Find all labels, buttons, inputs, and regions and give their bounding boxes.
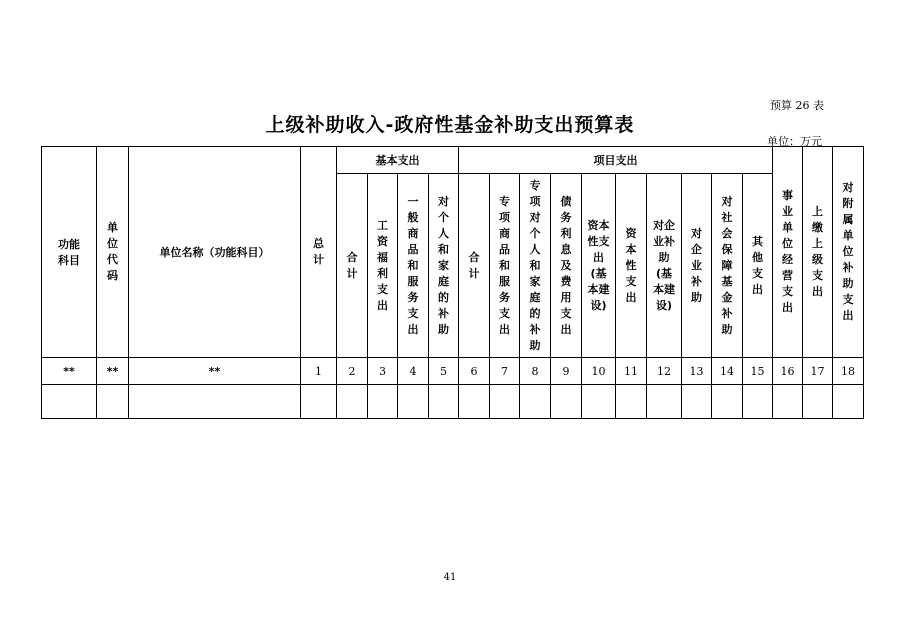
- index-number-cell: 17: [803, 358, 833, 385]
- empty-cell: [429, 385, 459, 419]
- header-capital: 资本性支出: [616, 174, 647, 358]
- empty-cell: [616, 385, 647, 419]
- form-number: 预算 26 表: [770, 99, 824, 112]
- unit-label: 单位：万元: [767, 135, 822, 148]
- index-number-cell: 1: [301, 358, 337, 385]
- index-number-cell: 7: [490, 358, 520, 385]
- index-number-cell: 11: [616, 358, 647, 385]
- header-social-security: 对社会保障基金补助: [712, 174, 743, 358]
- index-marker-cell: **: [42, 358, 97, 385]
- empty-cell: [682, 385, 712, 419]
- header-special-goods-services: 专项商品和服务支出: [490, 174, 520, 358]
- empty-cell: [490, 385, 520, 419]
- empty-cell: [368, 385, 398, 419]
- index-number-cell: 8: [520, 358, 551, 385]
- header-project-subtotal: 合计: [459, 174, 490, 358]
- header-basic-subtotal: 合计: [337, 174, 368, 358]
- budget-table: [41, 146, 864, 419]
- header-goods-services: 一般商品和服务支出: [398, 174, 429, 358]
- empty-cell: [459, 385, 490, 419]
- index-number-cell: 13: [682, 358, 712, 385]
- empty-cell: [42, 385, 97, 419]
- empty-cell: [712, 385, 743, 419]
- header-unit-name: 单位名称（功能科目）: [129, 147, 301, 358]
- empty-cell: [398, 385, 429, 419]
- index-number-cell: 3: [368, 358, 398, 385]
- header-func-subject: 功能科目: [42, 147, 97, 358]
- empty-cell: [582, 385, 616, 419]
- page-number: 41: [443, 572, 457, 583]
- index-marker-cell: **: [97, 358, 129, 385]
- empty-cell: [337, 385, 368, 419]
- header-enterprise-basic: 对企业补助(基本建设): [647, 174, 682, 358]
- header-debt-interest: 债务利息及费用支出: [551, 174, 582, 358]
- index-number-cell: 15: [743, 358, 773, 385]
- empty-cell: [129, 385, 301, 419]
- header-total: 总计: [301, 147, 337, 358]
- empty-cell: [833, 385, 864, 419]
- header-project-group: 项目支出: [459, 147, 773, 174]
- empty-cell: [743, 385, 773, 419]
- index-number-cell: 10: [582, 358, 616, 385]
- index-number-cell: 5: [429, 358, 459, 385]
- empty-cell: [647, 385, 682, 419]
- header-affiliated-units: 对附属单位补助支出: [833, 147, 864, 358]
- header-salary-welfare: 工资福利支出: [368, 174, 398, 358]
- empty-cell: [97, 385, 129, 419]
- header-upper-payment: 上缴上级支出: [803, 147, 833, 358]
- index-number-cell: 6: [459, 358, 490, 385]
- header-basic-group: 基本支出: [337, 147, 459, 174]
- header-enterprise: 对企业补助: [682, 174, 712, 358]
- header-business-units: 事业单位经营支出: [773, 147, 803, 358]
- empty-cell: [301, 385, 337, 419]
- document-title: 上级补助收入-政府性基金补助支出预算表: [265, 114, 635, 136]
- header-other: 其他支出: [743, 174, 773, 358]
- empty-cell: [551, 385, 582, 419]
- index-marker-cell: **: [129, 358, 301, 385]
- header-special-individuals: 专项对个人和家庭的补助: [520, 174, 551, 358]
- empty-data-row: [42, 385, 864, 419]
- index-number-cell: 9: [551, 358, 582, 385]
- empty-cell: [520, 385, 551, 419]
- header-to-individuals: 对个人和家庭的补助: [429, 174, 459, 358]
- empty-cell: [773, 385, 803, 419]
- index-row: [42, 358, 864, 385]
- header-capital-basic: 资本性支出(基本建设): [582, 174, 616, 358]
- index-number-cell: 12: [647, 358, 682, 385]
- header-unit-code: 单位代码: [97, 147, 129, 358]
- empty-cell: [803, 385, 833, 419]
- index-number-cell: 4: [398, 358, 429, 385]
- index-number-cell: 16: [773, 358, 803, 385]
- index-number-cell: 14: [712, 358, 743, 385]
- index-number-cell: 18: [833, 358, 864, 385]
- index-number-cell: 2: [337, 358, 368, 385]
